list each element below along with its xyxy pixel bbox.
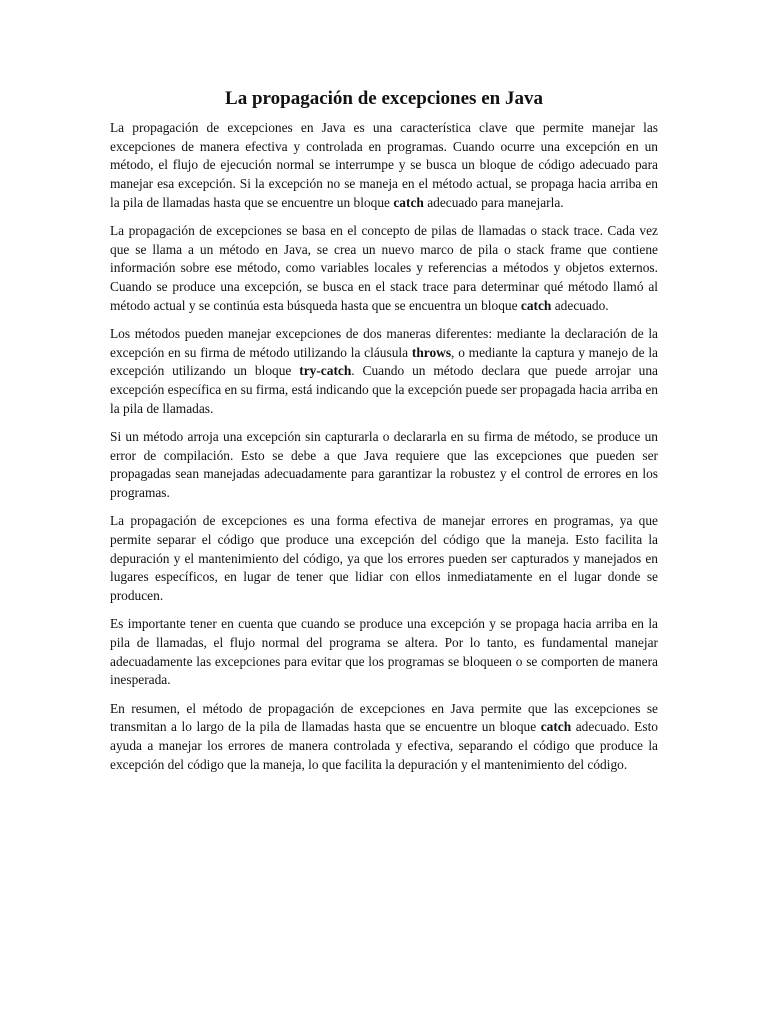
paragraph-text: . Cuando un método declara que puede arrojar una excepción específica en su firma, está indicando que la excepción puede ser propagada hacia arriba en la pila de llamadas.: [110, 363, 658, 416]
paragraph-text: La propagación de excepciones en Java es una característica clave que permite manejar las excepciones de manera efectiva y controlada en programas. Cuando ocurre una excepción en un método, el flujo de ejecución normal se interrumpe y se busca un bloque de código adecuado para manejar esa excepción. Si la excepción no se maneja en el método actual, se propaga hacia arriba en la pila de llamadas hasta que se encuentre un bloque: [110, 120, 658, 210]
keyword-catch: catch: [540, 719, 572, 735]
paragraph-5: La propagación de excepciones es una forma efectiva de manejar errores en programas, ya que permite separar el código que produce una excepción del código que la maneja. Esto facilita la depuración y el mantenimiento del código, ya que los errores pueden ser capturados y manejados en lugares específicos, en lugar de tener que lidiar con ellos inmediatamente en el lugar donde se producen.: [110, 513, 658, 604]
keyword-catch: catch: [393, 194, 424, 210]
paragraph-text: adecuado. Esto ayuda a manejar los errores de manera controlada y efectiva, separando el código que produce la excepción del código que la maneja, lo que facilita la depuración y el mantenimiento del código.: [110, 719, 658, 772]
paragraph-7: [110, 700, 658, 775]
paragraph-text: adecuado para manejarla.: [423, 194, 564, 210]
paragraph-text: En resumen, el método de propagación de excepciones en Java permite que las excepciones se transmitan a lo largo de la pila de llamadas hasta que se encuentre un bloque: [110, 700, 658, 735]
paragraph-6: Es importante tener en cuenta que cuando se produce una excepción y se propaga hacia arriba en la pila de llamadas, el flujo normal del programa se altera. Por lo tanto, es fundamental manejar adecuadamente las excepciones para evitar que los programas se bloqueen o se comporten de manera inesperada.: [110, 616, 658, 688]
paragraph-text: La propagación de excepciones se basa en el concepto de pilas de llamadas o stack trace. Cada vez que se llama a un método en Java, se crea un nuevo marco de pila o stack frame que contiene información sobre ese método, como variables locales y referencias a métodos y objetos externos. Cuando se produce una excepción, se busca en el stack trace para determinar qué método llamó al método actual y se continúa esta búsqueda hasta que se encuentra un bloque: [110, 223, 658, 313]
document-page: [110, 87, 658, 784]
paragraph-text: , o mediante la captura y manejo de la excepción utilizando un bloque: [110, 344, 658, 379]
paragraph-2: [110, 222, 658, 316]
document-title: La propagación de excepciones en Java: [225, 88, 543, 109]
keyword-throws: throws: [411, 344, 452, 360]
keyword-catch: catch: [520, 297, 552, 313]
paragraph-1: [110, 119, 658, 213]
paragraph-4: Si un método arroja una excepción sin capturarla o declararla en su firma de método, se produce un error de compilación. Esto se debe a que Java requiere que las excepciones que pueden ser propagadas sean manejadas adecuadamente para garantizar la robustez y el control de errores en los programas.: [110, 429, 658, 501]
paragraph-text: adecuado.: [551, 297, 609, 313]
paragraph-3: [110, 325, 658, 419]
paragraph-text: Los métodos pueden manejar excepciones de dos maneras diferentes: mediante la declaración de la excepción en su firma de método utilizando la cláusula: [110, 326, 658, 360]
keyword-try-catch: try-catch: [299, 363, 352, 379]
